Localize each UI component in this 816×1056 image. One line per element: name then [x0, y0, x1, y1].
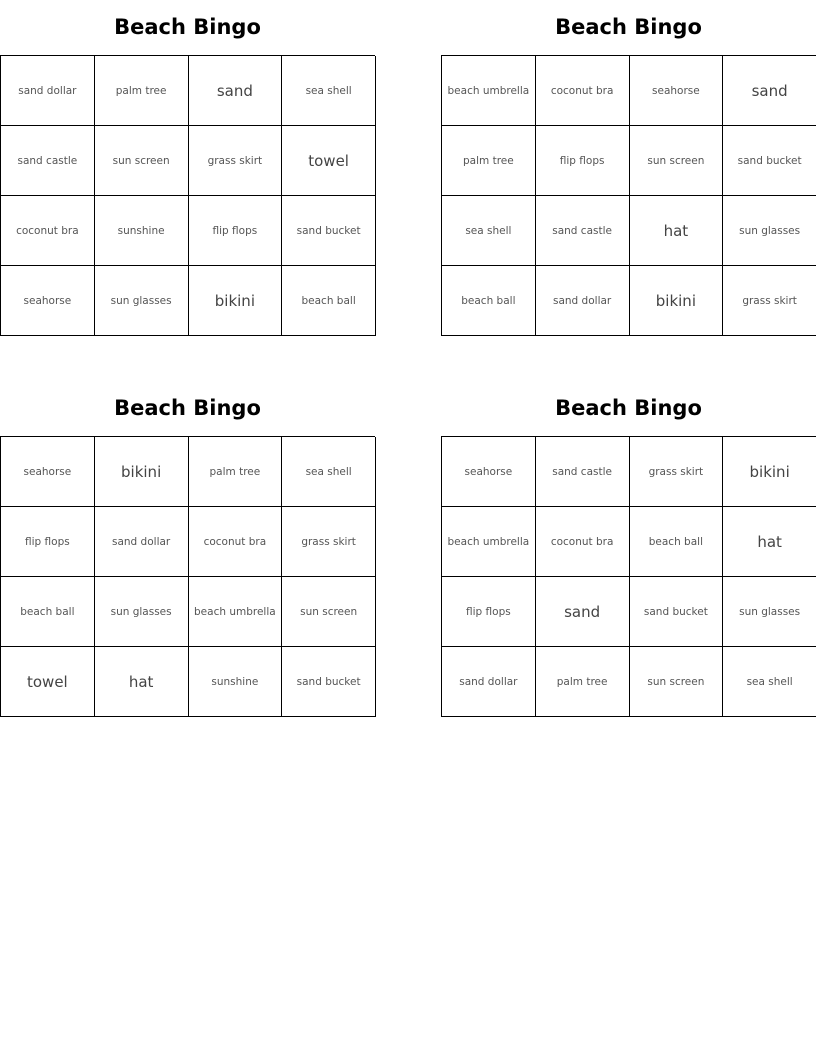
card-title: Beach Bingo — [555, 15, 702, 39]
bingo-cell: flip flops — [1, 507, 95, 577]
bingo-cell: sand dollar — [1, 56, 95, 126]
bingo-cell: sand bucket — [723, 126, 816, 196]
bingo-cell: sun screen — [630, 126, 724, 196]
bingo-cell: seahorse — [1, 437, 95, 507]
bingo-cell: beach ball — [1, 577, 95, 647]
bingo-cell: grass skirt — [189, 126, 283, 196]
bingo-cell: hat — [630, 196, 724, 266]
bingo-cell: sand castle — [536, 437, 630, 507]
bingo-cell: coconut bra — [189, 507, 283, 577]
bingo-cell: grass skirt — [282, 507, 376, 577]
bingo-cell: bikini — [723, 437, 816, 507]
bingo-cell: hat — [723, 507, 816, 577]
bingo-cell: coconut bra — [536, 56, 630, 126]
bingo-cell: sea shell — [723, 647, 816, 717]
card-title: Beach Bingo — [555, 396, 702, 420]
bingo-cell: beach ball — [630, 507, 724, 577]
bingo-card-3 — [0, 381, 375, 717]
bingo-cell: towel — [282, 126, 376, 196]
bingo-cell: sand castle — [1, 126, 95, 196]
bingo-cell: sand dollar — [442, 647, 536, 717]
bingo-cell: hat — [95, 647, 189, 717]
bingo-cell: sand — [536, 577, 630, 647]
bingo-cell: coconut bra — [1, 196, 95, 266]
bingo-cell: grass skirt — [723, 266, 816, 336]
bingo-grid — [0, 55, 375, 336]
bingo-cell: sand — [189, 56, 283, 126]
bingo-cell: sand castle — [536, 196, 630, 266]
bingo-cell: beach ball — [442, 266, 536, 336]
bingo-cell: sun screen — [282, 577, 376, 647]
bingo-cell: bikini — [189, 266, 283, 336]
bingo-cell: seahorse — [630, 56, 724, 126]
bingo-cell: sun glasses — [723, 196, 816, 266]
bingo-cell: seahorse — [1, 266, 95, 336]
card-title: Beach Bingo — [114, 396, 261, 420]
bingo-grid — [441, 55, 816, 336]
bingo-cell: coconut bra — [536, 507, 630, 577]
bingo-card-1 — [0, 0, 375, 336]
bingo-cell: palm tree — [536, 647, 630, 717]
bingo-cell: beach ball — [282, 266, 376, 336]
bingo-cell: beach umbrella — [189, 577, 283, 647]
bingo-cell: sunshine — [189, 647, 283, 717]
bingo-card-4 — [441, 381, 816, 717]
bingo-cell: bikini — [630, 266, 724, 336]
bingo-cell: palm tree — [189, 437, 283, 507]
bingo-cell: sun screen — [95, 126, 189, 196]
bingo-cell: sand bucket — [282, 647, 376, 717]
bingo-cell: sand dollar — [95, 507, 189, 577]
bingo-cell: bikini — [95, 437, 189, 507]
card-title: Beach Bingo — [114, 15, 261, 39]
bingo-cell: sunshine — [95, 196, 189, 266]
bingo-cell: flip flops — [442, 577, 536, 647]
bingo-cell: palm tree — [442, 126, 536, 196]
bingo-cell: sand dollar — [536, 266, 630, 336]
bingo-card-2 — [441, 0, 816, 336]
bingo-cell: sea shell — [282, 437, 376, 507]
bingo-cell: palm tree — [95, 56, 189, 126]
bingo-grid — [441, 436, 816, 717]
bingo-cell: seahorse — [442, 437, 536, 507]
bingo-cell: flip flops — [536, 126, 630, 196]
bingo-cell: sand bucket — [630, 577, 724, 647]
bingo-cell: sand — [723, 56, 816, 126]
bingo-cell: sea shell — [282, 56, 376, 126]
bingo-grid — [0, 436, 375, 717]
bingo-cell: sun glasses — [723, 577, 816, 647]
bingo-cell: sea shell — [442, 196, 536, 266]
bingo-cell: towel — [1, 647, 95, 717]
bingo-cell: sun glasses — [95, 266, 189, 336]
bingo-cell: beach umbrella — [442, 507, 536, 577]
bingo-cell: flip flops — [189, 196, 283, 266]
bingo-cell: beach umbrella — [442, 56, 536, 126]
bingo-cell: sand bucket — [282, 196, 376, 266]
bingo-cell: sun glasses — [95, 577, 189, 647]
bingo-cell: grass skirt — [630, 437, 724, 507]
bingo-cell: sun screen — [630, 647, 724, 717]
